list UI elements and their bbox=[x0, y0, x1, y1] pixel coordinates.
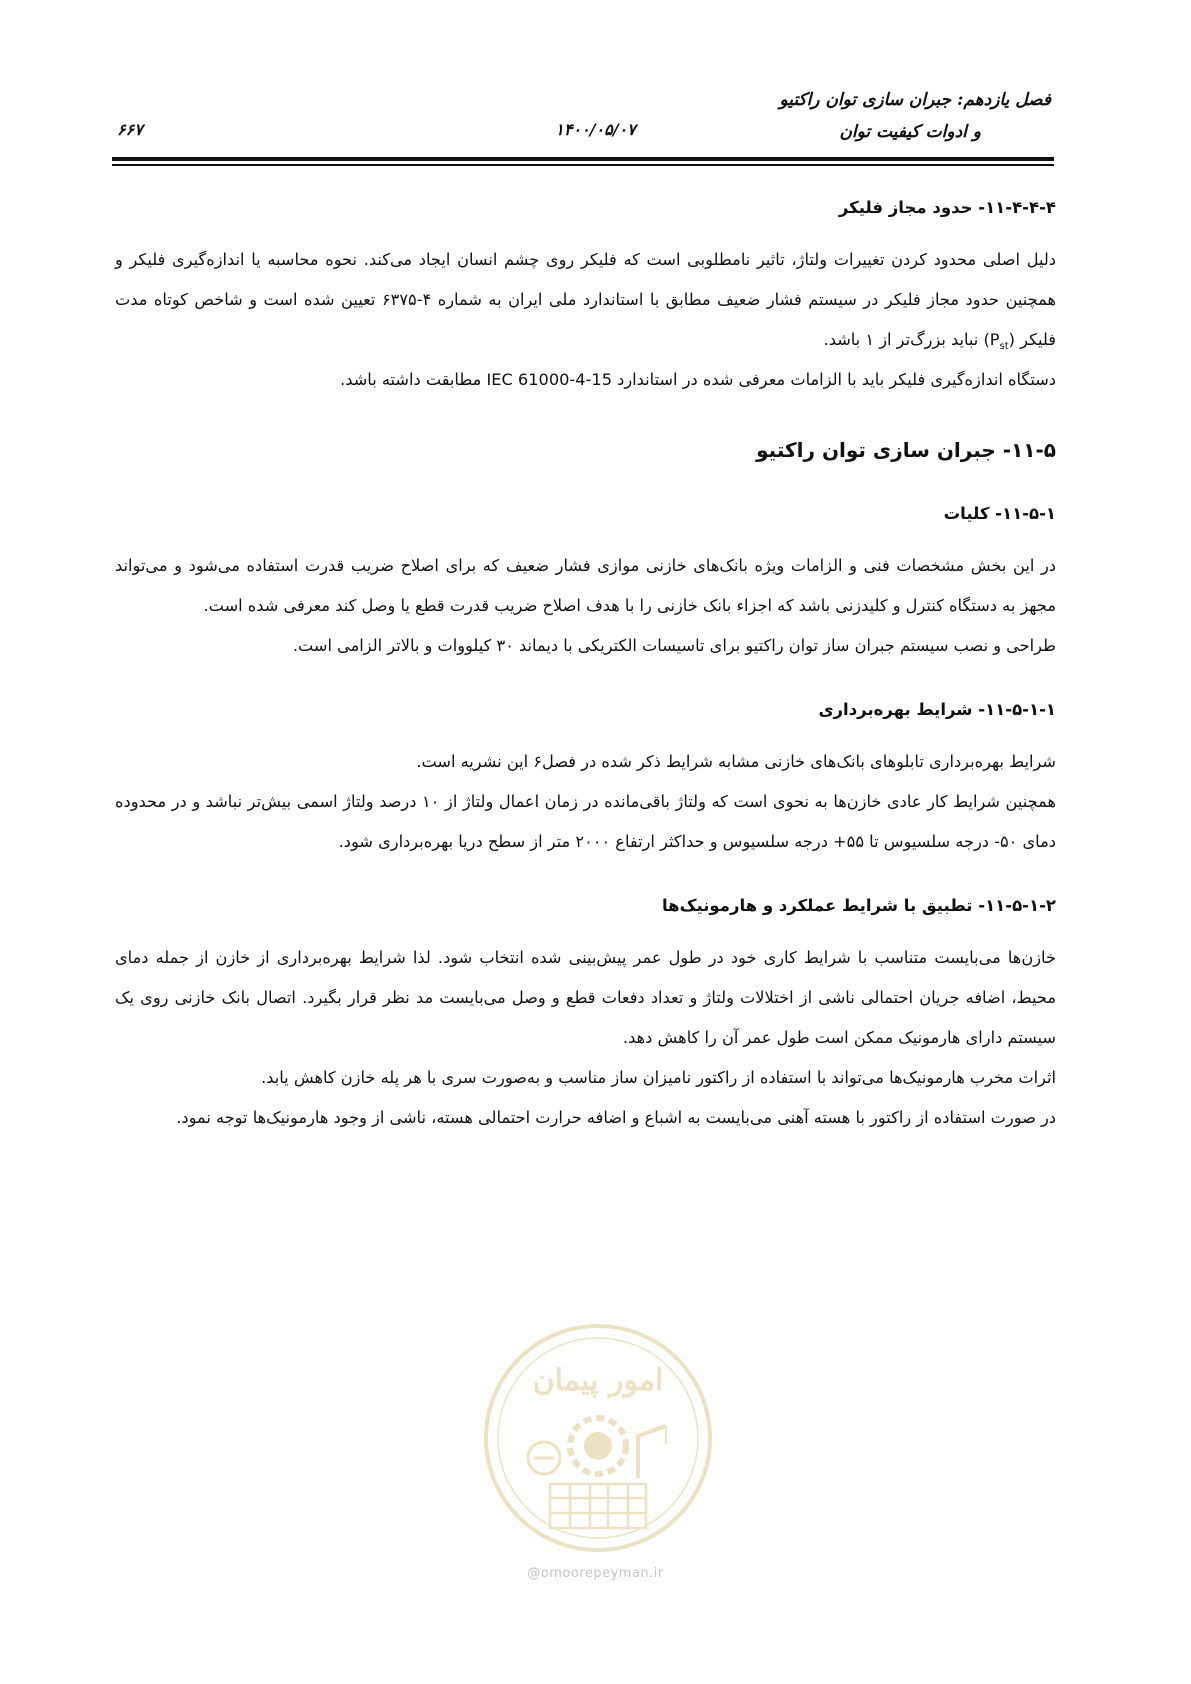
harmonics-paragraph-1: خازن‌ها می‌بایست متناسب با شرایط کاری خود در طول عمر پیش‌بینی شده انتخاب شود. لذا شرایط بهره‌برداری از خازن از جمله دمای محیط، اضافه جریان احتمالی ناشی از اختلالات ولتاژ و تعداد دفعات قطع و وصل می‌بایست مد نظر قرار بگیرد. اتصال بانک خازنی روی یک سیستم دارای هارمونیک ممکن است طول عمر آن را کاهش دهد. bbox=[115, 948, 1056, 1047]
header-rule-thick bbox=[112, 157, 1054, 161]
flicker-limits-heading: ۱۱-۴-۴-۴- حدود مجاز فلیکر bbox=[838, 198, 1056, 217]
general-paragraph-1: در این بخش مشخصات فنی و الزامات ویژه بانک‌های خازنی موازی فشار ضعیف که برای اصلاح ضریب قدرت استفاده می‌شود و می‌تواند مجهز به دستگاه کنترل و کلیدزنی باشد که اجزاء بانک خازنی را با هدف اصلاح ضریب قدرت قطع یا وصل کند معرفی شده است. bbox=[115, 556, 1056, 615]
header-rule-thin bbox=[112, 164, 1054, 166]
flicker-paragraph-1-text-b: ) نباید بزرگ‌تر از ۱ باشد. bbox=[823, 330, 990, 349]
reactive-compensation-heading: ۱۱-۵- جبران سازی توان راکتیو bbox=[756, 438, 1056, 462]
harmonics-paragraph-2: اثرات مخرب هارمونیک‌ها می‌تواند با استفاده از راکتور نامیزان ساز مناسب و به‌صورت سری با هر پله خازن کاهش یابد. bbox=[261, 1068, 1056, 1087]
chapter-title-line1: فصل یازدهم: جبران سازی توان راکتیو bbox=[779, 90, 1051, 110]
operation-paragraph-1: شرایط بهره‌برداری تابلوهای بانک‌های خازنی مشابه شرایط ذکر شده در فصل۶ این نشریه است. bbox=[416, 752, 1056, 771]
header-date: ۱۴۰۰/۰۵/۰۷ bbox=[555, 120, 636, 139]
chapter-title-line2: و ادوات کیفیت توان bbox=[839, 122, 981, 142]
document-body bbox=[115, 188, 1056, 1138]
general-heading: ۱۱-۵-۱- کلیات bbox=[943, 504, 1056, 523]
page-number: ۶۶۷ bbox=[117, 120, 143, 139]
pst-symbol: $P_{st}$ bbox=[989, 330, 1009, 353]
flicker-paragraph-1-text-a: دلیل اصلی محدود کردن تغییرات ولتاژ، تاثیر نامطلوبی است که فلیکر روی چشم انسان ایجاد می‌کند. نحوه محاسبه یا اندازه‌گیری فلیکر و همچنین حدود مجاز فلیکر در سیستم فشار ضعیف مطابق با استاندارد ملی ایران به شماره ۴-۶۳۷۵ تعیین شده است و شاخص کوتاه مدت فلیکر ( bbox=[115, 250, 1056, 349]
harmonics-heading: ۱۱-۵-۱-۲- تطبیق با شرایط عملکرد و هارمونیک‌ها bbox=[661, 896, 1056, 915]
operation-paragraph-2: همچنین شرایط کار عادی خازن‌ها به نحوی است که ولتاژ باقی‌مانده در زمان اعمال ولتاژ از ۱۰ درصد ولتاژ اسمی بیش‌تر نباشد و در محدوده دمای ۵۰- درجه سلسیوس تا ۵۵+ درجه سلسیوس و حداکثر ارتفاع ۲۰۰۰ متر از سطح دریا بهره‌برداری شود. bbox=[115, 792, 1056, 851]
watermark-url: @omoorepeyman.ir bbox=[527, 1566, 664, 1581]
flicker-paragraph-2: دستگاه اندازه‌گیری فلیکر باید با الزامات معرفی شده در استاندارد IEC 61000-4-15 مطابقت داشته باشد. bbox=[340, 370, 1056, 389]
watermark-logo bbox=[478, 1318, 718, 1558]
flicker-paragraph-1 bbox=[115, 240, 1056, 360]
watermark-logo-text: امور پیمان bbox=[532, 1363, 664, 1398]
general-paragraph-2: طراحی و نصب سیستم جبران ساز توان راکتیو برای تاسیسات الکتریکی با دیماند ۳۰ کیلووات و بالاتر الزامی است. bbox=[292, 636, 1056, 655]
operation-conditions-heading: ۱۱-۵-۱-۱- شرایط بهره‌برداری bbox=[818, 700, 1056, 719]
harmonics-paragraph-3: در صورت استفاده از راکتور با هسته آهنی می‌بایست به اشباع و اضافه حرارت احتمالی هسته، ناشی از وجود هارمونیک‌ها توجه نمود. bbox=[176, 1108, 1056, 1127]
